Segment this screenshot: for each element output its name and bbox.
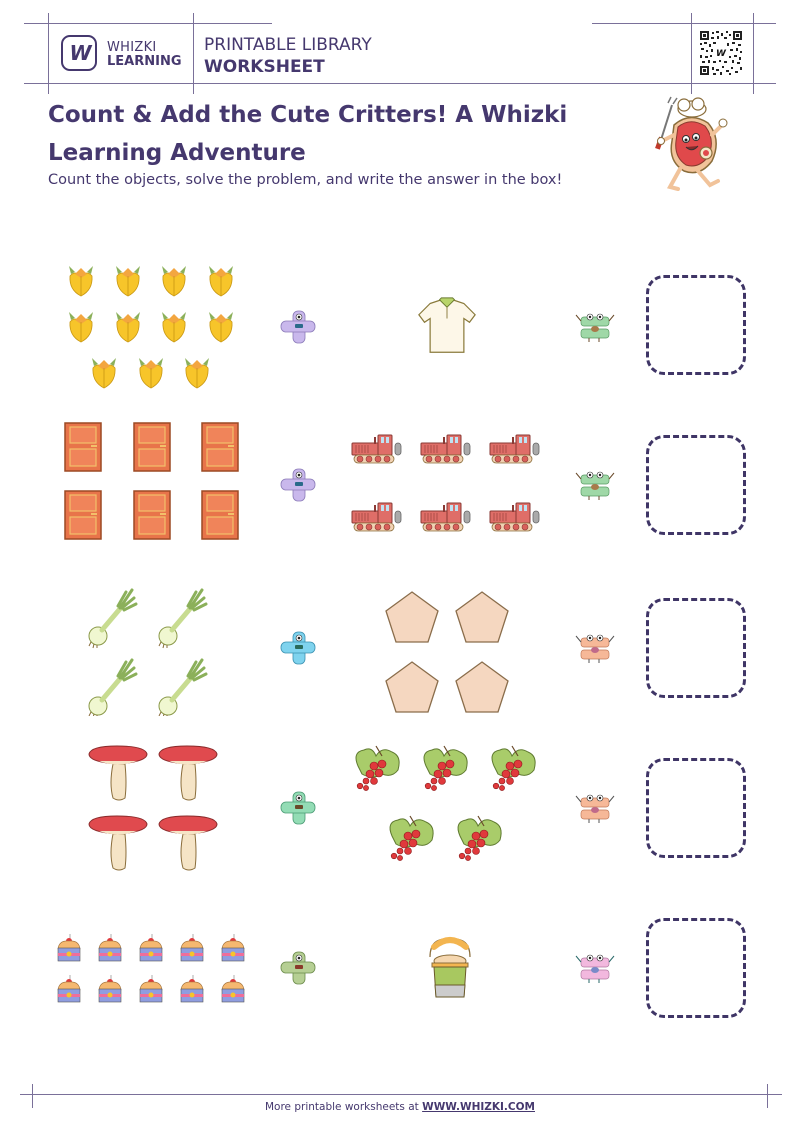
answer-box-4[interactable] xyxy=(646,758,746,858)
shirt-icon xyxy=(417,293,477,359)
svg-text:W: W xyxy=(716,49,726,59)
bulldozer-group-icon xyxy=(348,431,548,543)
answer-box-1[interactable] xyxy=(646,275,746,375)
brand-subname: LEARNING xyxy=(107,54,182,69)
plus-critter-icon xyxy=(276,626,320,670)
answer-box-5[interactable] xyxy=(646,918,746,1018)
plus-critter-icon xyxy=(276,305,320,349)
equals-critter-icon xyxy=(573,305,617,349)
onion-group-icon xyxy=(86,582,220,716)
equals-critter-icon xyxy=(573,626,617,670)
currant-group-icon xyxy=(350,742,546,876)
problem-row-3 xyxy=(0,578,800,718)
header-top-rule-right xyxy=(592,23,776,24)
logo-letter: W xyxy=(69,41,89,65)
header-divider xyxy=(691,13,692,94)
footer xyxy=(0,1101,800,1113)
footer-rule xyxy=(20,1094,782,1095)
plus-critter-icon xyxy=(276,946,320,990)
problem-row-1 xyxy=(0,255,800,395)
header-divider xyxy=(753,13,754,94)
header-bottom-rule xyxy=(24,83,776,84)
plus-critter-icon xyxy=(276,463,320,507)
qr-code-icon xyxy=(699,30,743,76)
cupcake-group-icon xyxy=(54,932,250,1006)
flower-group-icon xyxy=(64,259,244,394)
answer-box-2[interactable] xyxy=(646,435,746,535)
header-divider xyxy=(193,13,194,94)
worksheet-label: WORKSHEET xyxy=(204,57,325,77)
plus-critter-icon xyxy=(276,786,320,830)
problem-row-5 xyxy=(0,898,800,1038)
answer-box-3[interactable] xyxy=(646,598,746,698)
footer-text: More printable worksheets at xyxy=(264,1101,423,1113)
bucket-icon xyxy=(420,934,480,1000)
header-divider xyxy=(48,13,49,94)
instructions: Count the objects, solve the problem, and write the answer in the box! xyxy=(48,172,563,188)
website-link[interactable]: WWW.WHIZKI.COM xyxy=(422,1101,535,1113)
library-label: PRINTABLE LIBRARY xyxy=(204,35,372,55)
equals-critter-icon xyxy=(573,946,617,990)
header-top-rule xyxy=(24,23,272,24)
equals-critter-icon xyxy=(573,786,617,830)
door-group-icon xyxy=(64,421,240,553)
problem-row-4 xyxy=(0,738,800,878)
whizki-logo-icon xyxy=(61,35,97,71)
mushroom-group-icon xyxy=(86,742,220,876)
chef-steak-mascot-icon xyxy=(650,95,730,195)
pentagon-group-icon xyxy=(384,582,510,716)
equals-critter-icon xyxy=(573,463,617,507)
brand-name: WHIZKI xyxy=(107,40,157,55)
page-title: Count & Add the Cute Critters! A Whizki Learning Adventure xyxy=(48,102,568,166)
problem-row-2 xyxy=(0,415,800,555)
